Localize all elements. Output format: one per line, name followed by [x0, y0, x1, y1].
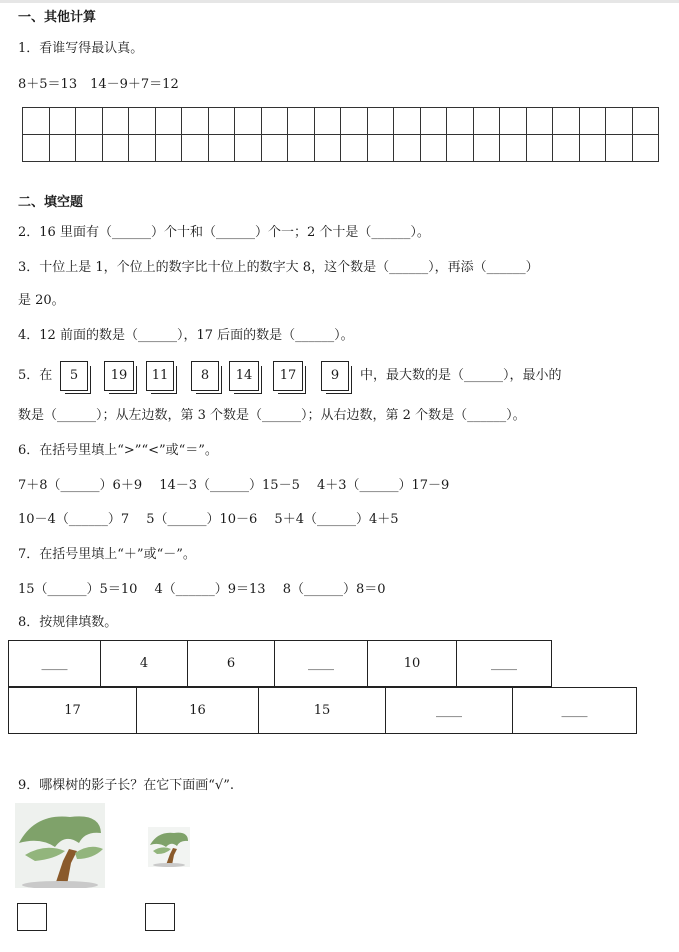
- grid-cell[interactable]: [447, 135, 474, 162]
- pattern-cell: 10: [368, 641, 457, 687]
- grid-cell[interactable]: [235, 108, 262, 135]
- question-1-expression: 8＋5＝13 14－9＋7＝12: [18, 77, 179, 92]
- grid-cell[interactable]: [579, 108, 606, 135]
- number-box: 5: [60, 361, 88, 391]
- grid-cell[interactable]: [367, 135, 394, 162]
- pattern-cell-blank[interactable]: ____: [457, 641, 552, 687]
- question-8-text: 8．按规律填数。: [18, 615, 118, 630]
- pattern-cell-blank[interactable]: ____: [9, 641, 101, 687]
- grid-cell[interactable]: [102, 135, 129, 162]
- grid-cell[interactable]: [553, 108, 580, 135]
- top-rule: [0, 0, 679, 3]
- section-2-title: 二、填空题: [18, 195, 84, 210]
- pattern-cell: 16: [137, 688, 259, 734]
- grid-cell[interactable]: [23, 135, 50, 162]
- question-4-text: 4．12 前面的数是（______），17 后面的数是（______）。: [18, 328, 354, 343]
- grid-cell[interactable]: [632, 135, 659, 162]
- grid-cell[interactable]: [314, 108, 341, 135]
- question-3-line-2: 是 20。: [18, 293, 65, 308]
- grid-cell[interactable]: [182, 108, 209, 135]
- number-box: 17: [273, 361, 303, 391]
- grid-cell[interactable]: [500, 135, 527, 162]
- question-2-text: 2．16 里面有（______）个十和（______）个一；2 个十是（______）。: [18, 225, 430, 240]
- pattern-cell: 17: [9, 688, 137, 734]
- tree-shadow: [153, 863, 185, 867]
- question-3-line-1: 3．十位上是 1，个位上的数字比十位上的数字大 8，这个数是（______），再添（______）: [18, 260, 539, 275]
- question-5-line-2: 数是（______）；从左边数，第 3 个数是（______）；从右边数，第 2 个数是（______）。: [18, 408, 526, 423]
- small-tree-image: [148, 827, 190, 867]
- grid-cell[interactable]: [500, 108, 527, 135]
- writing-grid[interactable]: [22, 107, 659, 162]
- question-5-prefix: 5．在: [18, 368, 53, 383]
- pattern-cell: 4: [101, 641, 188, 687]
- question-7-row: 15（______）5＝10 4（______）9＝13 8（______）8＝0: [18, 582, 386, 597]
- pattern-cell-blank[interactable]: ____: [386, 688, 513, 734]
- grid-cell[interactable]: [182, 135, 209, 162]
- question-6-row-1: 7＋8（______）6＋9 14－3（______）15－5 4＋3（______）17－9: [18, 478, 450, 493]
- grid-cell[interactable]: [579, 135, 606, 162]
- question-1-text: 1．看谁写得最认真。: [18, 41, 144, 56]
- question-6-text: 6．在括号里填上“>”“<”或“＝”。: [18, 443, 218, 458]
- grid-cell[interactable]: [420, 108, 447, 135]
- section-1-title: 一、其他计算: [18, 10, 97, 25]
- grid-cell[interactable]: [606, 135, 633, 162]
- grid-cell[interactable]: [261, 135, 288, 162]
- grid-cell[interactable]: [288, 135, 315, 162]
- grid-cell[interactable]: [49, 108, 76, 135]
- grid-cell[interactable]: [208, 108, 235, 135]
- pattern-table-row-2: [8, 687, 637, 734]
- writing-grid-row: [23, 108, 659, 135]
- large-tree-image: [15, 803, 105, 888]
- grid-cell[interactable]: [394, 135, 421, 162]
- number-box: 11: [146, 361, 174, 391]
- pattern-cell: 15: [259, 688, 386, 734]
- grid-cell[interactable]: [341, 135, 368, 162]
- pattern-table-row-1: [8, 640, 552, 687]
- question-7-text: 7．在括号里填上“＋”或“－”。: [18, 547, 196, 562]
- grid-cell[interactable]: [553, 135, 580, 162]
- grid-cell[interactable]: [314, 135, 341, 162]
- number-box: 14: [229, 361, 259, 391]
- question-5-suffix: 中，最大数的是（______），最小的: [360, 368, 562, 383]
- answer-checkbox-small-tree[interactable]: [145, 903, 175, 931]
- writing-grid-row: [23, 135, 659, 162]
- grid-cell[interactable]: [155, 135, 182, 162]
- number-box: 8: [191, 361, 219, 391]
- grid-cell[interactable]: [155, 108, 182, 135]
- grid-cell[interactable]: [394, 108, 421, 135]
- grid-cell[interactable]: [129, 135, 156, 162]
- number-box: 19: [104, 361, 134, 391]
- grid-cell[interactable]: [606, 108, 633, 135]
- grid-cell[interactable]: [473, 108, 500, 135]
- grid-cell[interactable]: [526, 135, 553, 162]
- answer-checkbox-large-tree[interactable]: [17, 903, 47, 931]
- question-9-text: 9．哪棵树的影子长？在它下面画“√”.: [18, 778, 234, 793]
- grid-cell[interactable]: [288, 108, 315, 135]
- pattern-cell: 6: [188, 641, 275, 687]
- grid-cell[interactable]: [526, 108, 553, 135]
- grid-cell[interactable]: [102, 108, 129, 135]
- grid-cell[interactable]: [23, 108, 50, 135]
- grid-cell[interactable]: [208, 135, 235, 162]
- grid-cell[interactable]: [420, 135, 447, 162]
- pattern-cell-blank[interactable]: ____: [275, 641, 368, 687]
- question-6-row-2: 10－4（______）7 5（______）10－6 5＋4（______）4＋5: [18, 512, 399, 527]
- grid-cell[interactable]: [261, 108, 288, 135]
- number-box: 9: [321, 361, 349, 391]
- grid-cell[interactable]: [341, 108, 368, 135]
- grid-cell[interactable]: [447, 108, 474, 135]
- grid-cell[interactable]: [473, 135, 500, 162]
- grid-cell[interactable]: [76, 135, 103, 162]
- grid-cell[interactable]: [235, 135, 262, 162]
- grid-cell[interactable]: [129, 108, 156, 135]
- pattern-cell-blank[interactable]: ____: [513, 688, 637, 734]
- grid-cell[interactable]: [632, 108, 659, 135]
- grid-cell[interactable]: [49, 135, 76, 162]
- grid-cell[interactable]: [76, 108, 103, 135]
- grid-cell[interactable]: [367, 108, 394, 135]
